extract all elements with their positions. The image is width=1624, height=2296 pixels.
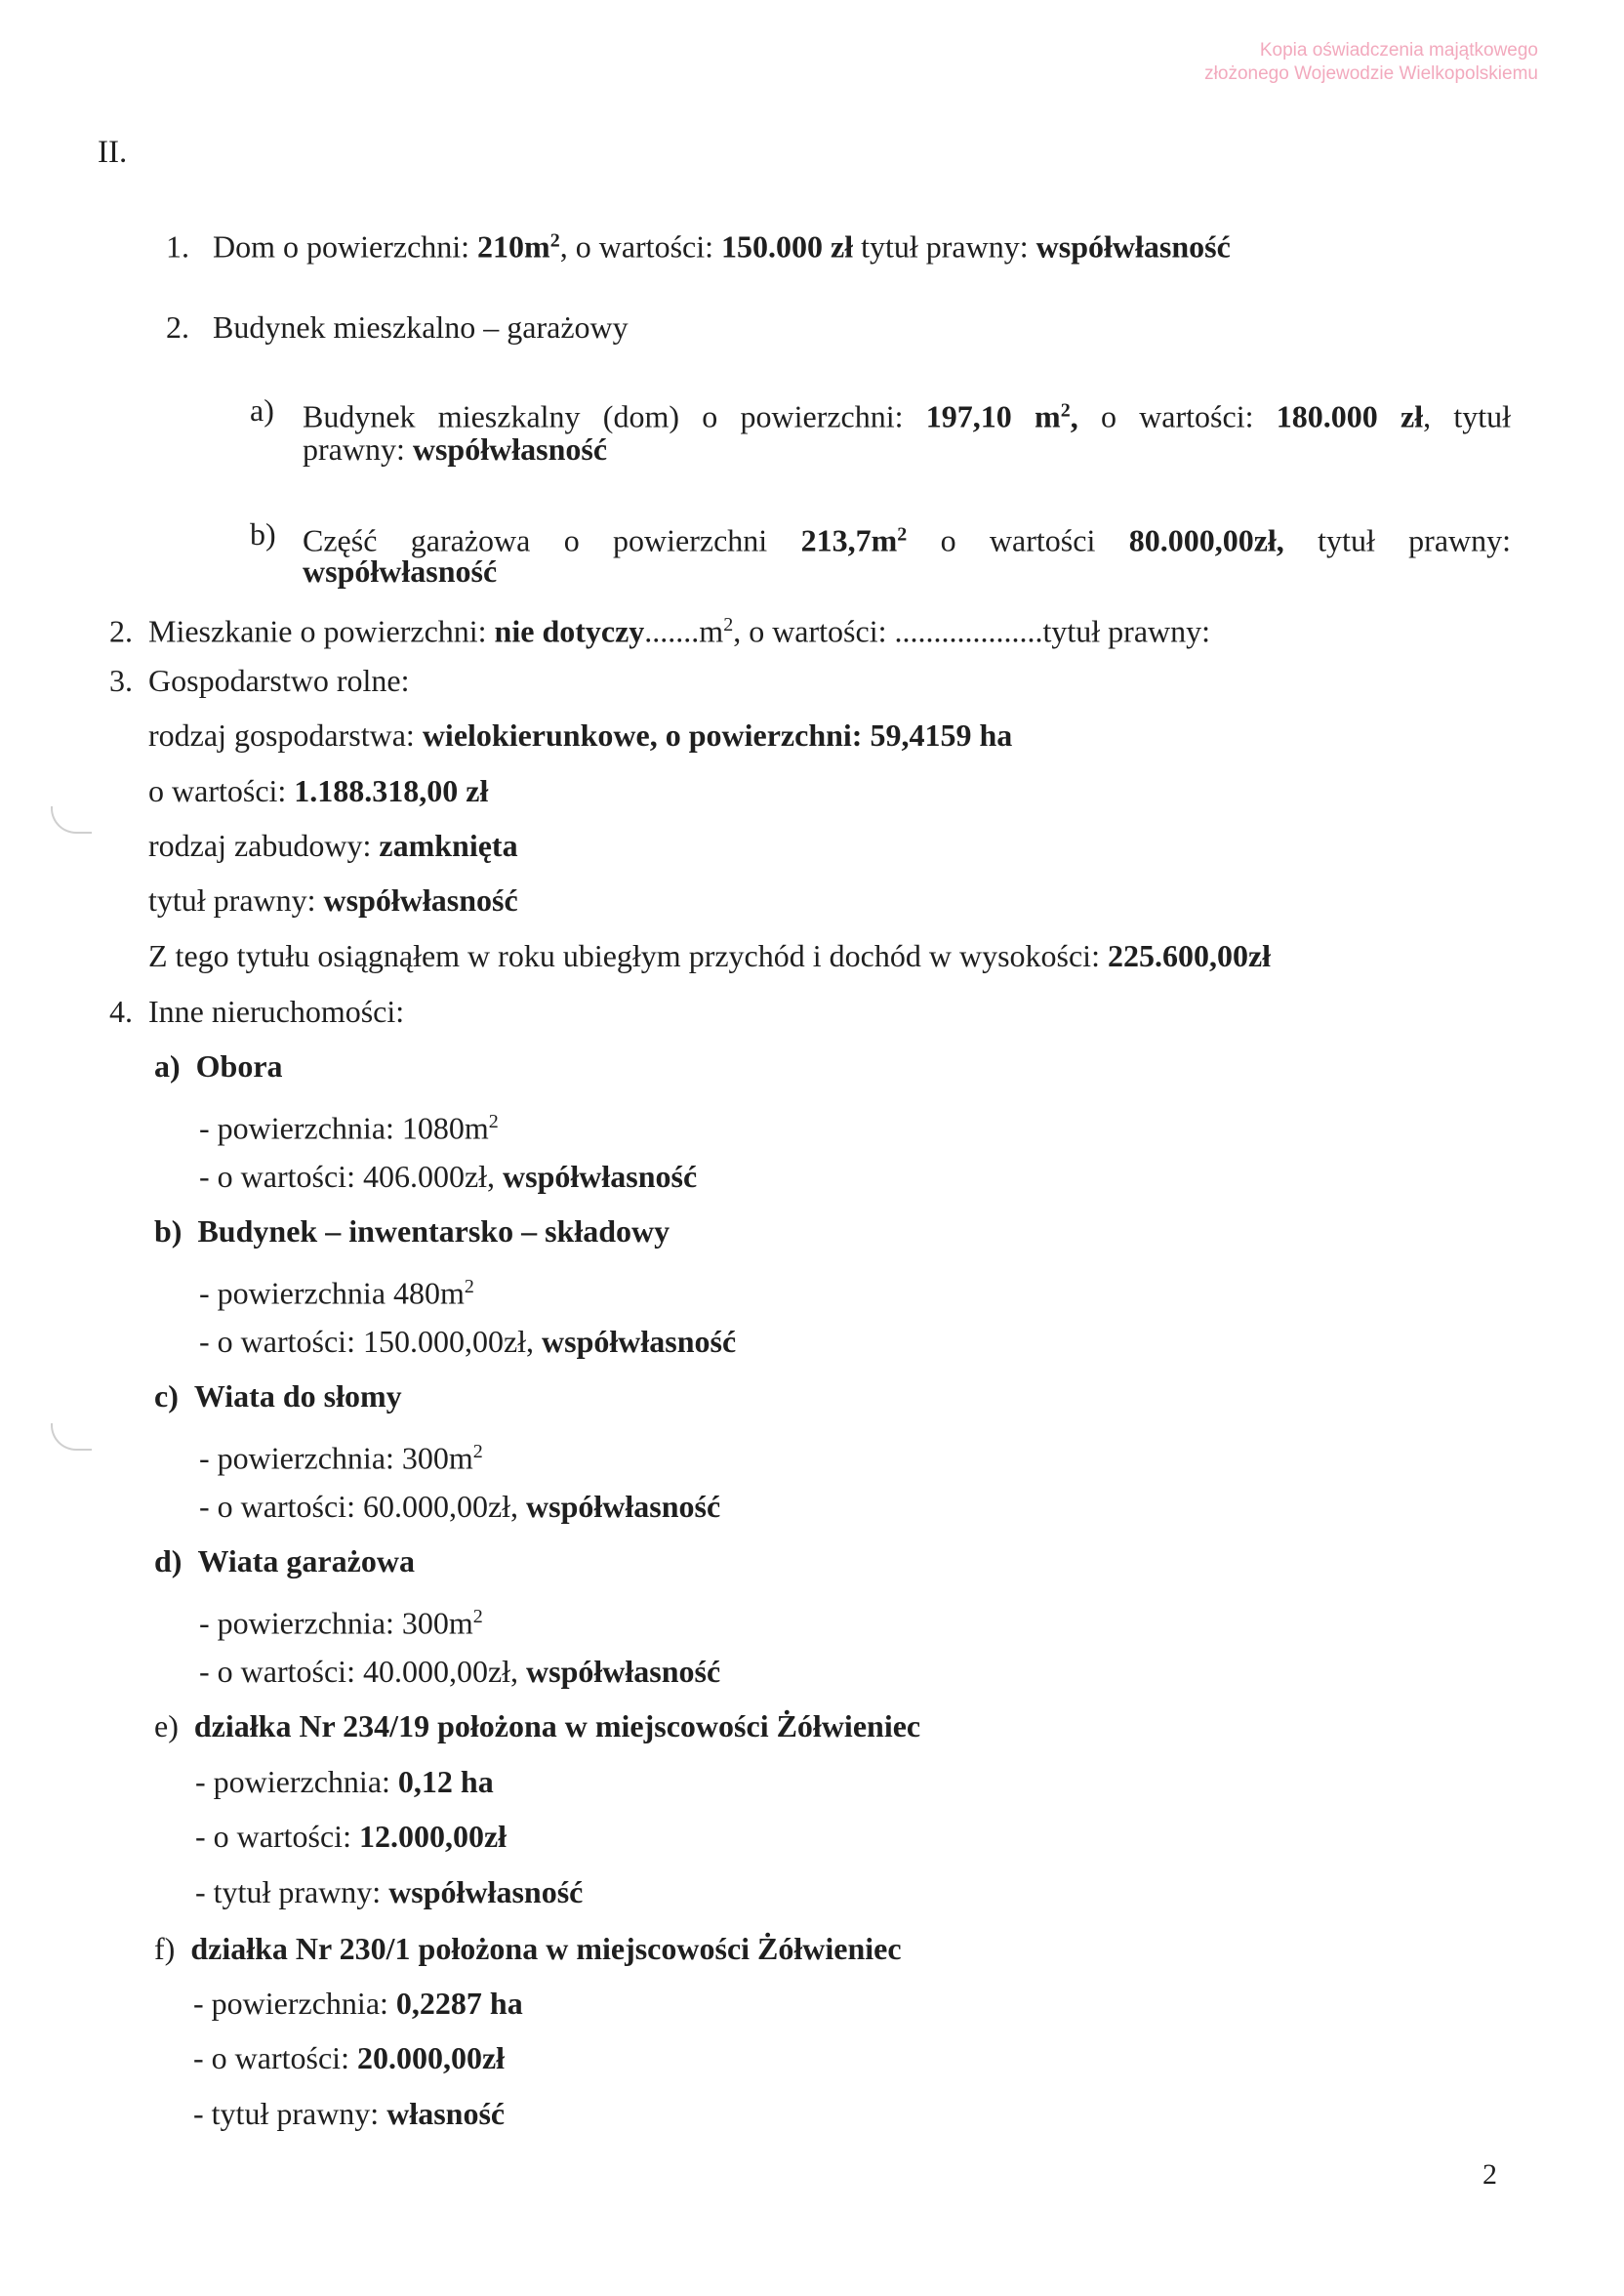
budynek-b-line2 bbox=[303, 552, 497, 591]
label: tytuł prawny: bbox=[861, 228, 1029, 265]
item-number: 2. bbox=[166, 309, 189, 345]
label: .......m bbox=[644, 613, 724, 649]
label: Mieszkanie o powierzchni: bbox=[148, 613, 487, 649]
title-value: współwłasność bbox=[388, 1874, 584, 1909]
sub-label-a: a) bbox=[250, 392, 274, 428]
label: rodzaj gospodarstwa: bbox=[148, 718, 415, 753]
budynek-a-value: 180.000 zł bbox=[1276, 398, 1424, 434]
budynek-a-title: współwłasność bbox=[412, 431, 608, 467]
dom-title: współwłasność bbox=[1035, 228, 1231, 265]
property-name: działka Nr 234/19 położona w miejscowości Żółwieniec bbox=[193, 1708, 921, 1743]
area-value: 0,12 ha bbox=[397, 1764, 494, 1799]
value-text: - o wartości: 40.000,00zł, bbox=[199, 1654, 519, 1689]
wartosc-value: 1.188.318,00 zł bbox=[294, 773, 489, 808]
rodzaj-value: wielokierunkowe, o powierzchni: 59,4159 ha bbox=[422, 718, 1013, 753]
property-d-value bbox=[199, 1652, 720, 1691]
value-value: 12.000,00zł bbox=[358, 1819, 508, 1854]
value-text: - o wartości: 60.000,00zł, bbox=[199, 1489, 519, 1524]
dom-area: 210m bbox=[477, 228, 550, 265]
label: , o wartości: ...................tytuł prawny: bbox=[733, 613, 1211, 649]
property-d bbox=[154, 1541, 415, 1580]
ownership: współwłasność bbox=[542, 1324, 737, 1359]
value-text: - o wartości: 406.000zł, bbox=[199, 1159, 496, 1194]
label: - tytuł prawny: bbox=[195, 1874, 382, 1909]
label: Budynek mieszkalny (dom) o powierzchni: bbox=[303, 398, 904, 434]
item-number: 3. bbox=[109, 663, 133, 698]
mieszkanie-value: nie dotyczy bbox=[494, 613, 645, 649]
superscript: 2 bbox=[549, 229, 560, 251]
property-name: Obora bbox=[195, 1048, 283, 1084]
property-label: c) bbox=[154, 1378, 179, 1414]
superscript: 2 bbox=[723, 614, 734, 636]
item-mieszkanie bbox=[109, 605, 1210, 651]
property-label: e) bbox=[154, 1708, 179, 1743]
dom-value: 150.000 zł bbox=[721, 228, 854, 265]
label: tytuł prawny: bbox=[1318, 522, 1512, 558]
property-f bbox=[154, 1929, 902, 1968]
copy-stamp bbox=[1187, 39, 1538, 86]
property-f-title bbox=[193, 2094, 505, 2133]
label: o wartości bbox=[940, 522, 1096, 558]
stamp-line-1: Kopia oświadczenia majątkowego bbox=[1259, 40, 1538, 61]
value-value: 20.000,00zł bbox=[356, 2040, 506, 2075]
property-name: Wiata garażowa bbox=[197, 1543, 415, 1578]
area-text: - powierzchnia: 300m bbox=[199, 1440, 473, 1476]
gospodarstwo-zabudowa bbox=[148, 826, 518, 865]
area-text: - powierzchnia: 1080m bbox=[199, 1110, 489, 1146]
property-c-area bbox=[199, 1432, 483, 1478]
label: Część garażowa o powierzchni bbox=[303, 522, 768, 558]
item-number: 4. bbox=[109, 994, 133, 1029]
property-e-value bbox=[195, 1817, 507, 1856]
property-label: b) bbox=[154, 1213, 183, 1249]
property-name: działka Nr 230/1 położona w miejscowości Żółwieniec bbox=[190, 1931, 902, 1966]
label: tytuł prawny: bbox=[148, 882, 316, 918]
gospodarstwo-rodzaj bbox=[148, 716, 1012, 755]
gospodarstwo-tytul bbox=[148, 881, 518, 920]
property-name: Budynek – inwentarsko – składowy bbox=[197, 1213, 670, 1249]
comma: , bbox=[1070, 398, 1078, 434]
label: Inne nieruchomości: bbox=[148, 994, 405, 1029]
property-c-value bbox=[199, 1487, 720, 1526]
label: - powierzchnia: bbox=[195, 1764, 390, 1799]
property-a bbox=[154, 1046, 283, 1086]
property-b-area bbox=[199, 1267, 474, 1313]
property-label: a) bbox=[154, 1048, 181, 1084]
superscript: 2 bbox=[472, 1441, 483, 1462]
page-number: 2 bbox=[1482, 2158, 1497, 2191]
gospodarstwo-dochod bbox=[148, 936, 1271, 975]
label: prawny: bbox=[303, 431, 405, 467]
ownership: współwłasność bbox=[503, 1159, 698, 1194]
label: Dom o powierzchni: bbox=[213, 228, 470, 265]
property-f-value bbox=[193, 2038, 505, 2077]
area-value: 0,2287 ha bbox=[395, 1986, 523, 2021]
property-name: Wiata do słomy bbox=[193, 1378, 402, 1414]
label: Budynek mieszkalno – garażowy bbox=[213, 309, 629, 345]
zabudowa-value: zamknięta bbox=[379, 828, 518, 863]
superscript: 2 bbox=[488, 1111, 499, 1132]
label: Gospodarstwo rolne: bbox=[148, 663, 410, 698]
property-f-area bbox=[193, 1984, 523, 2023]
budynek-b-title: współwłasność bbox=[303, 554, 498, 589]
label: - powierzchnia: bbox=[193, 1986, 388, 2021]
item-budynek bbox=[166, 308, 629, 347]
stamp-line-2: złożonego Wojewodzie Wielkopolskiemu bbox=[1204, 63, 1538, 84]
item-number: 2. bbox=[109, 613, 133, 649]
gospodarstwo-wartosc bbox=[148, 771, 488, 810]
budynek-b-value: 80.000,00zł, bbox=[1128, 522, 1284, 558]
budynek-a-line2 bbox=[303, 430, 607, 469]
sub-label-b: b) bbox=[250, 516, 276, 552]
label: - o wartości: bbox=[193, 2040, 349, 2075]
superscript: 2 bbox=[897, 523, 908, 545]
margin-mark bbox=[51, 1423, 92, 1451]
item-dom bbox=[166, 221, 1231, 266]
item-gospodarstwo bbox=[109, 661, 410, 700]
tytul-value: współwłasność bbox=[323, 882, 518, 918]
margin-mark bbox=[51, 806, 92, 834]
label: - tytuł prawny: bbox=[193, 2096, 380, 2131]
budynek-b-area: 213,7m bbox=[800, 522, 898, 558]
property-a-value bbox=[199, 1157, 697, 1196]
property-b-value bbox=[199, 1322, 736, 1361]
property-e-area bbox=[195, 1762, 494, 1801]
budynek-a-area: 197,10 m bbox=[925, 398, 1061, 434]
ownership: współwłasność bbox=[526, 1654, 721, 1689]
superscript: 2 bbox=[472, 1606, 483, 1627]
label: rodzaj zabudowy: bbox=[148, 828, 372, 863]
item-inne bbox=[109, 992, 404, 1031]
ownership: współwłasność bbox=[526, 1489, 721, 1524]
superscript: 2 bbox=[464, 1276, 474, 1297]
superscript: 2 bbox=[1060, 399, 1071, 421]
property-d-area bbox=[199, 1597, 483, 1643]
label: o wartości: bbox=[148, 773, 287, 808]
label: o wartości: bbox=[1100, 398, 1254, 434]
title-value: własność bbox=[386, 2096, 506, 2131]
property-a-area bbox=[199, 1102, 499, 1148]
label: , o wartości: bbox=[559, 228, 713, 265]
area-text: - powierzchnia 480m bbox=[199, 1275, 465, 1311]
item-number: 1. bbox=[166, 228, 189, 265]
property-b bbox=[154, 1211, 670, 1250]
property-label: d) bbox=[154, 1543, 183, 1578]
section-title: II. bbox=[98, 135, 128, 170]
property-e-title bbox=[195, 1872, 583, 1911]
dochod-value: 225.600,00zł bbox=[1107, 938, 1272, 973]
area-text: - powierzchnia: 300m bbox=[199, 1605, 473, 1641]
label: - o wartości: bbox=[195, 1819, 351, 1854]
value-text: - o wartości: 150.000,00zł, bbox=[199, 1324, 535, 1359]
property-c bbox=[154, 1376, 402, 1415]
label: , tytuł bbox=[1423, 398, 1511, 434]
property-e bbox=[154, 1706, 920, 1745]
property-label: f) bbox=[154, 1931, 176, 1966]
label: Z tego tytułu osiągnąłem w roku ubiegłym przychód i dochód w wysokości: bbox=[148, 938, 1100, 973]
